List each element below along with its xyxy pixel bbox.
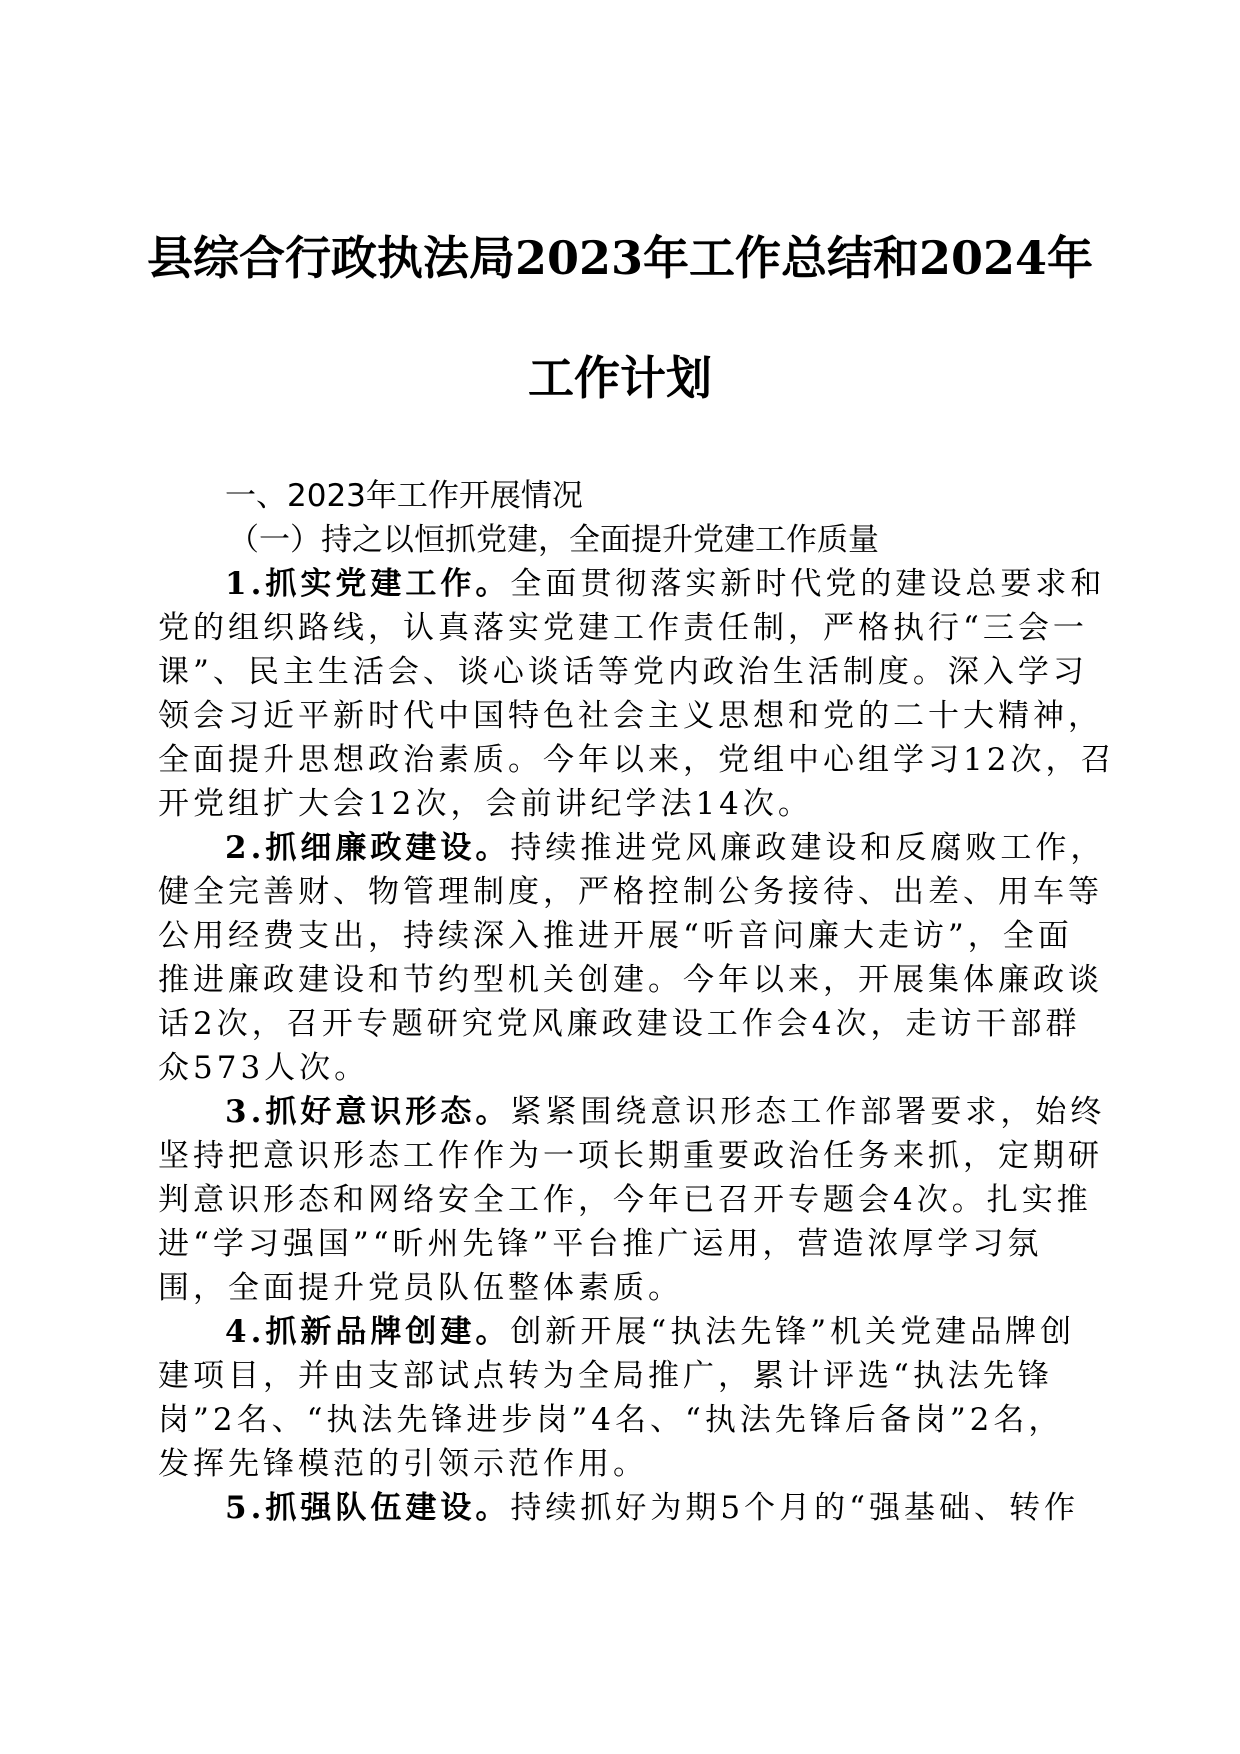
paragraph-1-line-6: 开党组扩大会12次，会前讲纪学法14次。: [158, 786, 813, 822]
paragraph-3-line-1: [225, 1090, 1105, 1134]
paragraph-3-line-4: 进“学习强国”“昕州先锋”平台推广运用，营造浓厚学习氛: [158, 1226, 1043, 1262]
paragraph-4-line-1: [225, 1310, 1075, 1354]
paragraph-2-line-3: 公用经费支出，持续深入推进开展“听音问廉大走访”，全面: [158, 918, 1073, 954]
document-title-line-1: 县综合行政执法局2023年工作总结和2024年: [146, 231, 1094, 285]
paragraph-5-line-1: [225, 1486, 1079, 1530]
subsection-heading: （一）持之以恒抓党建，全面提升党建工作质量: [228, 522, 879, 558]
paragraph-4-line-2: 建项目，并由支部试点转为全局推广，累计评选“执法先锋: [158, 1358, 1053, 1394]
paragraph-1-line-4: 领会习近平新时代中国特色社会主义思想和党的二十大精神，: [158, 698, 1103, 734]
paragraph-1-label: 1.抓实党建工作。: [225, 566, 511, 602]
paragraph-2-line-1: [225, 826, 1105, 870]
paragraph-5-label: 5.抓强队伍建设。: [225, 1490, 511, 1526]
paragraph-2-line-4: 推进廉政建设和节约型机关创建。今年以来，开展集体廉政谈: [158, 962, 1103, 998]
document-title-line-2: 工作计划: [528, 351, 712, 405]
paragraph-4-line-3: 岗”2名、“执法先锋进步岗”4名、“执法先锋后备岗”2名，: [158, 1402, 1064, 1438]
paragraph-1-line-2: 党的组织路线，认真落实党建工作责任制，严格执行“三会一: [158, 610, 1088, 646]
paragraph-4-line-4: 发挥先锋模范的引领示范作用。: [158, 1446, 648, 1482]
paragraph-1-line-5: 全面提升思想政治素质。今年以来，党组中心组学习12次，召: [158, 742, 1116, 778]
paragraph-5-text: 持续抓好为期5个月的“强基础、转作: [510, 1490, 1079, 1526]
paragraph-3-label: 3.抓好意识形态。: [225, 1094, 511, 1130]
paragraph-3-text: 紧紧围绕意识形态工作部署要求，始终: [510, 1094, 1106, 1130]
paragraph-4-text: 创新开展“执法先锋”机关党建品牌创: [510, 1314, 1076, 1350]
paragraph-3-line-5: 围，全面提升党员队伍整体素质。: [158, 1270, 683, 1306]
paragraph-1-line-3: 课”、民主生活会、谈心谈话等党内政治生活制度。深入学习: [158, 654, 1088, 690]
paragraph-2-line-5: 话2次，召开专题研究党风廉政建设工作会4次，走访干部群: [158, 1006, 1081, 1042]
paragraph-2-line-2: 健全完善财、物管理制度，严格控制公务接待、出差、用车等: [158, 874, 1103, 910]
section-heading: 一、2023年工作开展情况: [225, 478, 583, 514]
paragraph-4-label: 4.抓新品牌创建。: [225, 1314, 511, 1350]
paragraph-1-line-1: [225, 562, 1105, 606]
paragraph-3-line-3: 判意识形态和网络安全工作，今年已召开专题会4次。扎实推: [158, 1182, 1092, 1218]
paragraph-2-line-6: 众573人次。: [158, 1050, 370, 1086]
paragraph-2-label: 2.抓细廉政建设。: [225, 830, 511, 866]
paragraph-2-text: 持续推进党风廉政建设和反腐败工作，: [510, 830, 1106, 866]
paragraph-3-line-2: 坚持把意识形态工作作为一项长期重要政治任务来抓，定期研: [158, 1138, 1103, 1174]
paragraph-1-text: 全面贯彻落实新时代党的建设总要求和: [510, 566, 1106, 602]
